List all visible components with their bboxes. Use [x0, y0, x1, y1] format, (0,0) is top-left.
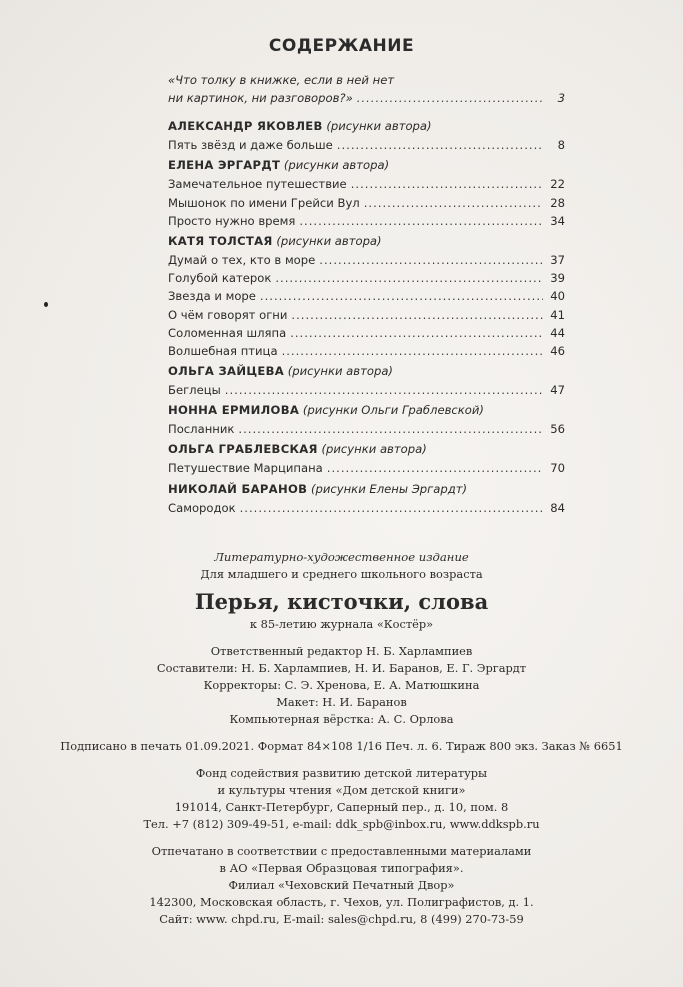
toc-row: [168, 381, 565, 399]
toc-row: [168, 420, 565, 438]
story-title: Думай о тех, кто в море: [168, 252, 316, 267]
toc-author-heading: [168, 400, 553, 420]
story-title: Голубой катерок: [168, 271, 272, 286]
story-title: Петушествие Марципана: [168, 461, 323, 476]
toc-author-heading: [168, 439, 553, 459]
toc-author-heading: [168, 155, 553, 175]
leader-dots: [282, 342, 543, 360]
story-title: Посланник: [168, 422, 235, 437]
illustration-credit: (рисунки автора): [326, 119, 432, 134]
printer-contacts: Сайт: www. chpd.ru, E-mail: sales@chpd.ru, 8 (499) 270-73-59: [159, 912, 524, 926]
leader-dots: [327, 459, 543, 477]
toc-row: [168, 251, 565, 269]
author-name: АЛЕКСАНДР ЯКОВЛЕВ: [168, 119, 323, 134]
epigraph-line-1: «Что толку в книжке, если в ней нет: [168, 73, 395, 87]
page-number: 28: [550, 195, 565, 210]
author-name: НИКОЛАЙ БАРАНОВ: [168, 481, 308, 496]
page-number: 22: [550, 177, 565, 192]
story-title: Волшебная птица: [168, 343, 278, 358]
toc-row: [168, 269, 565, 287]
leader-dots: [260, 287, 543, 305]
page-number: 56: [550, 422, 565, 437]
page-number: 70: [550, 461, 565, 476]
author-name: ОЛЬГА ГРАБЛЕВСКАЯ: [168, 442, 318, 457]
toc-author-heading: [168, 116, 553, 136]
toc-row: [168, 175, 565, 193]
author-name: НОННА ЕРМИЛОВА: [168, 403, 300, 418]
leader-dots: [225, 381, 543, 399]
leader-dots: [357, 89, 543, 107]
story-title: Звезда и море: [168, 289, 256, 304]
typesetting-credit: Компьютерная вёрстка: А. С. Орлова: [229, 712, 454, 726]
story-title: О чём говорят огни: [168, 307, 288, 322]
page-number: 3: [557, 91, 565, 105]
toc-row: [168, 194, 565, 212]
toc-epigraph: [168, 71, 565, 107]
leader-dots: [364, 194, 543, 212]
illustration-credit: (рисунки автора): [321, 442, 427, 457]
publisher-address: 191014, Санкт-Петербург, Саперный пер., д. 10, пом. 8: [174, 800, 509, 814]
leader-dots: [299, 212, 543, 230]
leader-dots: [238, 420, 543, 438]
illustration-credit: (рисунки автора): [276, 233, 382, 248]
printer-line-2: в АО «Первая Образцовая типография».: [219, 861, 464, 875]
toc-author-heading: [168, 361, 553, 381]
audience: Для младшего и среднего школьного возраста: [200, 567, 483, 581]
printer-address: 142300, Московская область, г. Чехов, ул. Полиграфистов, д. 1.: [149, 895, 534, 909]
print-info: Подписано в печать 01.09.2021. Формат 84×108 1/16 Печ. л. 6. Тираж 800 экз. Заказ № 6651: [60, 739, 623, 753]
printer-line-3: Филиал «Чеховский Печатный Двор»: [228, 878, 455, 892]
toc-row: [168, 342, 565, 360]
page-number: 47: [550, 383, 565, 398]
publisher-line-2: и культуры чтения «Дом детской книги»: [217, 783, 466, 797]
leader-dots: [337, 136, 543, 154]
leader-dots: [240, 499, 543, 517]
story-title: Соломенная шляпа: [168, 325, 287, 340]
toc-heading: СОДЕРЖАНИЕ: [268, 36, 415, 56]
book-subtitle: к 85-летию журнала «Костёр»: [249, 617, 434, 631]
page-number: 39: [550, 271, 565, 286]
page-number: 8: [557, 138, 565, 153]
toc-row: [168, 212, 565, 230]
story-title: Замечательное путешествие: [168, 177, 347, 192]
toc-row: [168, 499, 565, 517]
toc-author-heading: [168, 231, 553, 251]
toc-sections: [168, 116, 565, 517]
ink-spot: [44, 302, 48, 307]
leader-dots: [291, 306, 543, 324]
page-number: 46: [550, 343, 565, 358]
page-number: 84: [550, 500, 565, 515]
story-title: Мышонок по имени Грейси Вул: [168, 195, 360, 210]
layout-credit: Макет: Н. И. Баранов: [276, 695, 407, 709]
imprint-block: [0, 549, 683, 928]
toc-row: [168, 459, 565, 477]
epigraph-line-2: ни картинок, ни разговоров?»: [168, 91, 353, 105]
edition-type: Литературно-художественное издание: [214, 550, 469, 564]
story-title: Беглецы: [168, 383, 221, 398]
compilers-credit: Составители: Н. Б. Харлампиев, Н. И. Баранов, Е. Г. Эргардт: [156, 661, 527, 675]
leader-dots: [290, 324, 543, 342]
proofreaders-credit: Корректоры: С. Э. Хренова, Е. А. Матюшкина: [203, 678, 480, 692]
illustration-credit: (рисунки Ольги Граблевской): [302, 403, 484, 418]
illustration-credit: (рисунки автора): [287, 364, 393, 379]
page-number: 37: [550, 252, 565, 267]
toc-row: [168, 136, 565, 154]
toc-row: [168, 324, 565, 342]
story-title: Пять звёзд и даже больше: [168, 138, 333, 153]
table-of-contents: [168, 71, 565, 517]
story-title: Самородок: [168, 500, 236, 515]
author-name: ОЛЬГА ЗАЙЦЕВА: [168, 364, 285, 379]
page-number: 34: [550, 213, 565, 228]
toc-row: [168, 287, 565, 305]
illustration-credit: (рисунки автора): [283, 158, 390, 173]
toc-author-heading: [168, 479, 553, 499]
author-name: ЕЛЕНА ЭРГАРДТ: [168, 158, 281, 173]
toc-row: [168, 306, 565, 324]
publisher-contacts: Тел. +7 (812) 309-49-51, e-mail: ddk_spb@inbox.ru, www.ddkspb.ru: [143, 817, 540, 831]
publisher-line-1: Фонд содействия развитию детской литературы: [195, 766, 488, 780]
page-number: 41: [550, 307, 565, 322]
leader-dots: [275, 269, 543, 287]
toc-row: [168, 89, 565, 107]
leader-dots: [351, 175, 543, 193]
editor-credit: Ответственный редактор Н. Б. Харлампиев: [210, 644, 473, 658]
printer-line-1: Отпечатано в соответствии с предоставленными материалами: [151, 844, 532, 858]
page-number: 44: [550, 325, 565, 340]
illustration-credit: (рисунки Елены Эргардт): [310, 481, 467, 496]
author-name: КАТЯ ТОЛСТАЯ: [168, 233, 273, 248]
story-title: Просто нужно время: [168, 213, 296, 228]
book-title: Перья, кисточки, слова: [194, 589, 489, 614]
leader-dots: [319, 251, 543, 269]
page-number: 40: [550, 289, 565, 304]
